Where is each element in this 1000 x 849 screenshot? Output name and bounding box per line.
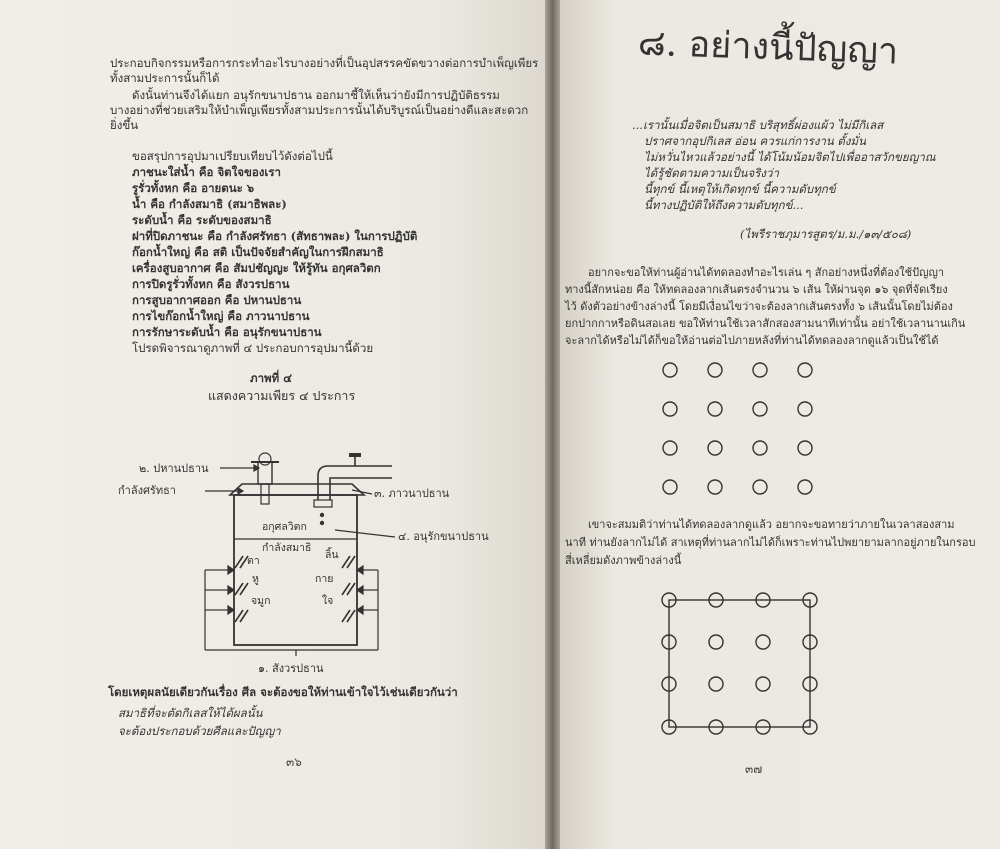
- analogy-line: การรักษาระดับน้ำ คือ อนุรักขนาปธาน: [132, 325, 322, 339]
- diagram-label-saddha: กำลังศรัทธา: [118, 484, 176, 497]
- verse-line: ปราศจากอุปกิเลส อ่อน ควรแก่การงาน ตั้งมั่น: [644, 134, 866, 148]
- sense-lin: ลิ้น: [325, 549, 339, 561]
- analogy-line: ระดับน้ำ คือ ระดับของสมาธิ: [132, 213, 272, 227]
- paragraph2-line: เขาจะสมมติว่าท่านได้ทดลองลากดูแล้ว อยากจะขอทายว่าภายในเวลาสองสาม: [588, 518, 955, 531]
- paragraph1-line: อยากจะขอให้ท่านผู้อ่านได้ทดลองทำอะไรเล่น ๆ สักอย่างหนึ่งที่ต้องใช้ปัญญา: [588, 266, 945, 279]
- analogy-line: โปรดพิจารณาดูภาพที่ ๔ ประกอบการอุปมานี้ด้วย: [132, 341, 374, 355]
- intro-line: ดังนั้นท่านจึงได้แยก อนุรักขนาปธาน ออกมาชี้ให้เห็นว่ายังมีการปฏิบัติธรรม: [132, 88, 500, 102]
- diagram-label-anurakkhana: ๔. อนุรักขนาปธาน: [398, 530, 489, 543]
- paragraph2-line: นาที ท่านยังลากไม่ได้ สาเหตุที่ท่านลากไม่ได้ก็เพราะท่านไปพยายามลากอยู่ภายในกรอบ: [565, 536, 976, 549]
- diagram-label-akusala: อกุศลวิตก: [262, 521, 307, 533]
- diagram-label-pahana: ๒. ปหานปธาน: [139, 462, 209, 475]
- analogy-line: ฝาที่ปิดภาชนะ คือ กำลังศรัทธา (สัทธาพละ) ในการปฏิบัติ: [132, 229, 418, 243]
- analogy-line: การไขก๊อกน้ำใหญ่ คือ ภาวนาปธาน: [132, 309, 310, 323]
- sense-kai: กาย: [315, 573, 334, 585]
- verse-line: นี้ทางปฏิบัติให้ถึงความดับทุกข์...: [644, 198, 804, 212]
- verse-line: นี้ทุกข์ นี้เหตุให้เกิดทุกข์ นี้ความดับทุกข์: [644, 182, 836, 196]
- analogy-line: ขอสรุปการอุปมาเปรียบเทียบไว้ดังต่อไปนี้: [132, 149, 333, 163]
- verse-citation: (ไพรีราชภุมารสูตร/ม.ม./๑๓/๕๐๘): [740, 227, 912, 241]
- dot-grid-puzzle: [650, 355, 830, 505]
- intro-line: ทั้งสามประการนั้นก็ได้: [110, 71, 220, 85]
- page-number-right: ๓๗: [745, 762, 763, 776]
- paragraph2-line: สี่เหลี่ยมดังภาพข้างล่างนี้: [565, 554, 682, 567]
- verse-line: ได้รู้ชัดตามความเป็นจริงว่า: [644, 166, 779, 180]
- quote-line: จะต้องประกอบด้วยศีลและปัญญา: [118, 724, 281, 738]
- paragraph1-line: ไว้ ดังตัวอย่างข้างล่างนี้ โดยมีเงื่อนไขว่าจะต้องลากเส้นตรงทั้ง ๖ เส้นนั้นโดยไม่ต้อง: [565, 300, 953, 313]
- diagram-label-samadhi: กำลังสมาธิ: [262, 542, 312, 554]
- diagram-label-bhavana: ๓. ภาวนาปธาน: [374, 487, 450, 500]
- sense-hu: หู: [252, 573, 259, 585]
- sense-jamuk: จมูก: [251, 595, 271, 607]
- sense-ta: ตา: [247, 555, 260, 567]
- paragraph1-line: ทางนี้สักหน่อย คือ ให้ทดลองลากเส้นตรงจำนวน ๖ เส้น ให้ผ่านจุด ๑๖ จุดที่จัดเรียง: [565, 283, 948, 296]
- conclusion: โดยเหตุผลนัยเดียวกันเรื่อง ศีล จะต้องขอให้ท่านเข้าใจไว้เช่นเดียวกันว่า: [108, 685, 458, 699]
- vessel-body: [234, 495, 357, 645]
- vessel-lid: [230, 484, 364, 495]
- analogy-line: น้ำ คือ กำลังสมาธิ (สมาธิพละ): [132, 197, 287, 211]
- intro-line: บางอย่างที่ช่วยเสริมให้บำเพ็ญเพียรทั้งสามประการนั้นได้บริบูรณ์เป็นอย่างดีและสะดวก: [110, 103, 529, 117]
- analogy-line: การปิดรูรั่วทั้งหก คือ สังวรปธาน: [132, 277, 290, 291]
- analogy-line: ภาชนะใส่น้ำ คือ จิตใจของเรา: [132, 165, 281, 179]
- water-vessel-diagram: [0, 430, 545, 680]
- verse-line: ...เรานั้นเมื่อจิตเป็นสมาธิ บริสุทธิ์ผ่องแผ้ว ไม่มีกิเลส: [632, 118, 884, 132]
- intro-line: ยิ่งขึ้น: [110, 118, 139, 132]
- paragraph1-line: จะลากได้หรือไม่ได้ก็ขอให้อ่านต่อไปภายหลังที่ท่านได้ทดลองลากดูแล้วเป็นใช้ได้: [565, 334, 939, 347]
- verse-line: ไม่หวั่นไหวแล้วอย่างนี้ ได้โน้มน้อมจิตไปเพื่ออาสวักขยญาณ: [644, 150, 936, 164]
- analogy-line: การสูบอากาศออก คือ ปหานปธาน: [132, 293, 302, 307]
- air-pump-icon: [251, 453, 279, 504]
- page-number-left: ๓๖: [286, 755, 302, 769]
- analogy-line: รูรั่วทั้งหก คือ อายตนะ ๖: [132, 181, 255, 195]
- book-gutter: [545, 0, 560, 849]
- sense-jai: ใจ: [322, 595, 334, 607]
- dot-grid-framed: [650, 588, 840, 738]
- analogy-line: ก๊อกน้ำใหญ่ คือ สติ เป็นปัจจัยสำคัญในการฝึกสมาธิ: [132, 245, 384, 259]
- figure-caption: แสดงความเพียร ๔ ประการ: [208, 388, 356, 403]
- chapter-title: ๘. อย่างนี้ปัญญา: [637, 22, 899, 73]
- intro-line: ประกอบกิจกรรมหรือการกระทำอะไรบางอย่างที่เป็นอุปสรรคขัดขวางต่อการบำเพ็ญเพียร: [110, 56, 539, 70]
- quote-line: สมาธิที่จะตัดกิเลสให้ได้ผลนั้น: [118, 706, 263, 720]
- diagram-label-sangvara: ๑. สังวรปธาน: [258, 662, 324, 675]
- figure-number: ภาพที่ ๔: [250, 371, 292, 385]
- paragraph1-line: ยกปากกาหรือดินสอเลย ขอให้ท่านใช้เวลาสักสองสามนาทีเท่านั้น อย่าใช้เวลานานเกิน: [565, 317, 966, 330]
- analogy-line: เครื่องสูบอากาศ คือ สัมปชัญญะ ให้รู้ทัน อกุศลวิตก: [132, 261, 381, 275]
